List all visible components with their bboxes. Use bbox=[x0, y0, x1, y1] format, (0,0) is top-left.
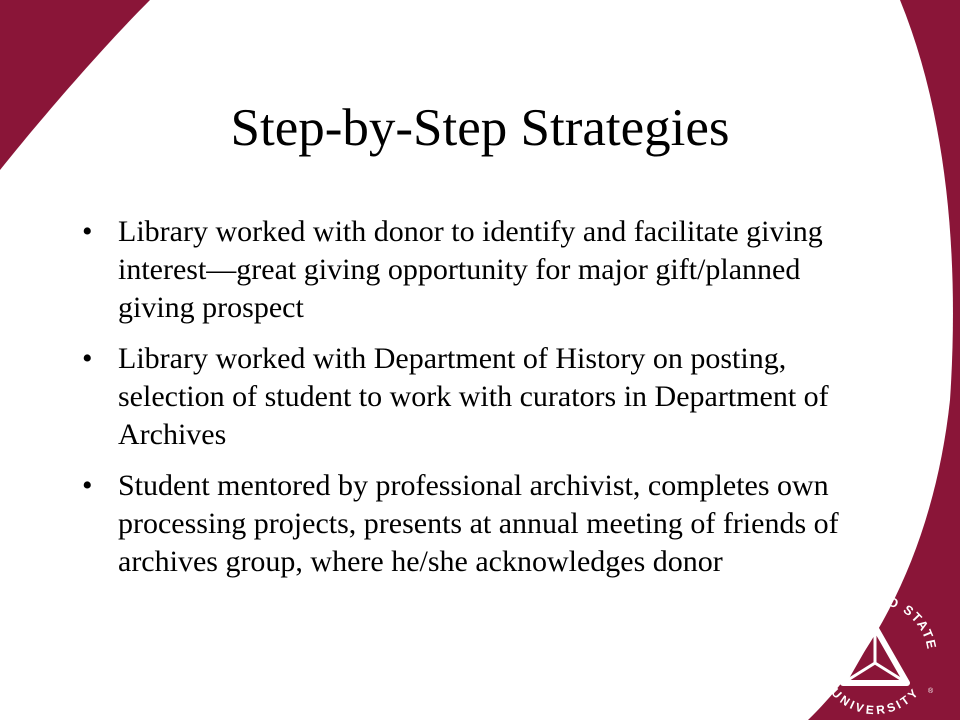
bullet-text: Student mentored by professional archivist, completes own processing projects, presents at annual meeting of friends of archives group, where he/she acknowledges donor bbox=[118, 469, 839, 578]
logo-registered-mark: ® bbox=[928, 688, 934, 695]
triangle-emblem-icon bbox=[843, 627, 907, 683]
bullet-icon: • bbox=[82, 469, 93, 502]
nmsu-logo bbox=[800, 585, 950, 715]
slide-title: Step-by-Step Strategies bbox=[230, 99, 730, 157]
bullet-item bbox=[80, 340, 880, 454]
logo-bottom-text: UNIVERSITY bbox=[828, 685, 922, 715]
bullet-icon: • bbox=[82, 215, 93, 248]
bullet-text: Library worked with donor to identify and facilitate giving interest—great giving opportunity for major gift/planned giving prospect bbox=[118, 215, 823, 324]
logo-top-text: NEW MEXICO STATE bbox=[810, 591, 940, 652]
bullet-list bbox=[80, 213, 880, 594]
bullet-item bbox=[80, 467, 880, 581]
bullet-icon: • bbox=[82, 342, 93, 375]
bullet-item bbox=[80, 213, 880, 327]
bullet-text: Library worked with Department of History on posting, selection of student to work with curators in Department of Archives bbox=[118, 342, 829, 451]
